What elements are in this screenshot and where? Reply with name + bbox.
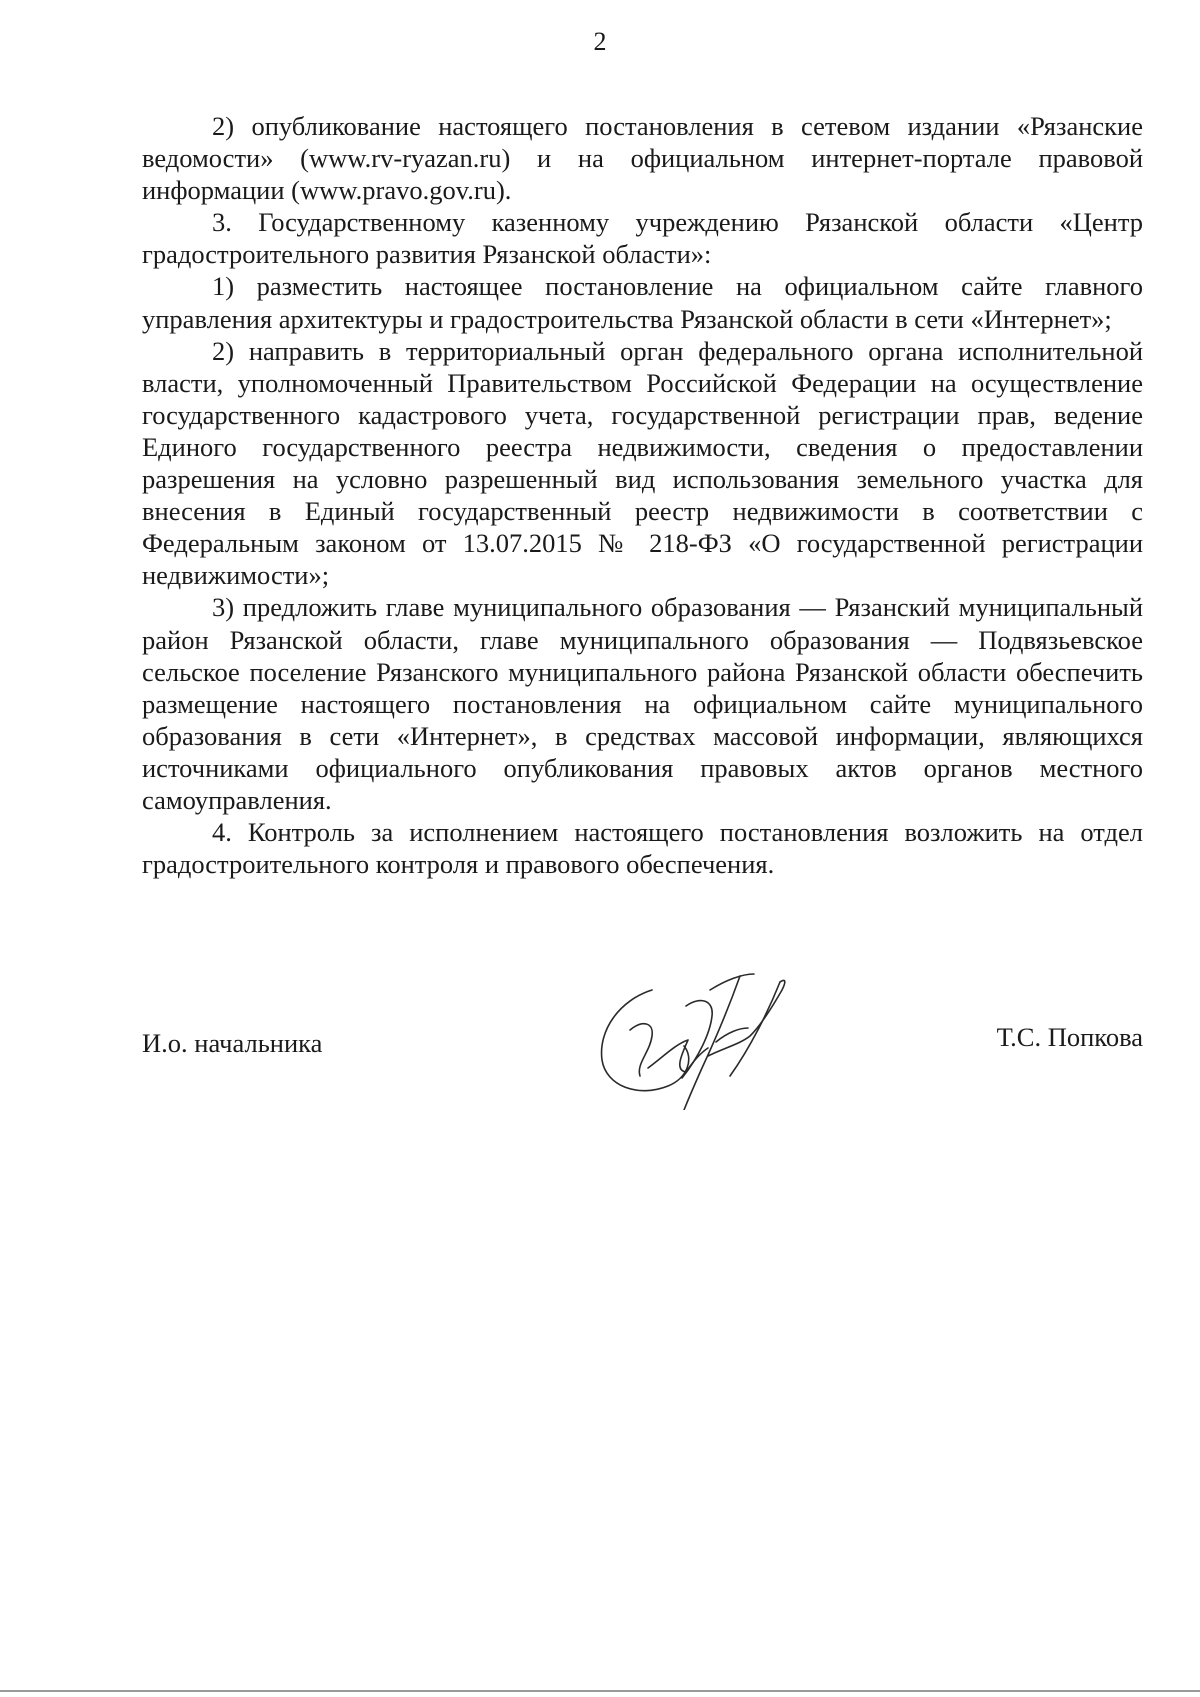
paragraph-publication: 2) опубликование настоящего постановления в сетевом издании «Рязанские ведомости» (www.rv-ryazan.ru) и на официальном интернет-портале правовой информации (www.pravo.gov.ru). — [142, 111, 1143, 206]
page-number: 2 — [593, 27, 607, 56]
signer-title: И.о. начальника — [142, 1028, 323, 1058]
paragraph-item-3: 3. Государственному казенному учреждению Рязанской области «Центр градостроительного развития Рязанской области»: — [142, 207, 1143, 270]
scan-bottom-edge — [0, 1690, 1200, 1692]
signer-name: Т.С. Попкова — [996, 1022, 1143, 1052]
paragraph-item-4: 4. Контроль за исполнением настоящего постановления возложить на отдел градостроительного контроля и правового обеспечения. — [142, 817, 1143, 880]
paragraph-item-3-1: 1) разместить настоящее постановление на официальном сайте главного управления архитектуры и градостроительства Рязанской области в сети «Интернет»; — [142, 271, 1143, 334]
paragraph-item-3-3: 3) предложить главе муниципального образования — Рязанский муниципальный район Рязанской области, главе муниципального образования — Подвязьевское сельское поселение Рязанского муниципального района Рязанской области обеспечить размещение настоящего постановления на официальном сайте муниципального образования в сети «Интернет», в средствах массовой информации, являющихся источниками официального опубликования правовых актов органов местного самоуправления. — [142, 592, 1143, 815]
handwritten-signature — [590, 960, 820, 1110]
document-body — [142, 110, 1143, 880]
paragraph-item-3-2: 2) направить в территориальный орган федерального органа исполнительной власти, уполномоченный Правительством Российской Федерации на осуществление государственного кадастрового учета, государственной регистрации прав, ведение Единого государственного реестра недвижимости, сведения о предоставлении разрешения на условно разрешенный вид использования земельного участка для внесения в Единый государственный реестр недвижимости в соответствии с Федеральным законом от 13.07.2015 № 218-ФЗ «О государственной регистрации недвижимости»; — [142, 335, 1143, 591]
